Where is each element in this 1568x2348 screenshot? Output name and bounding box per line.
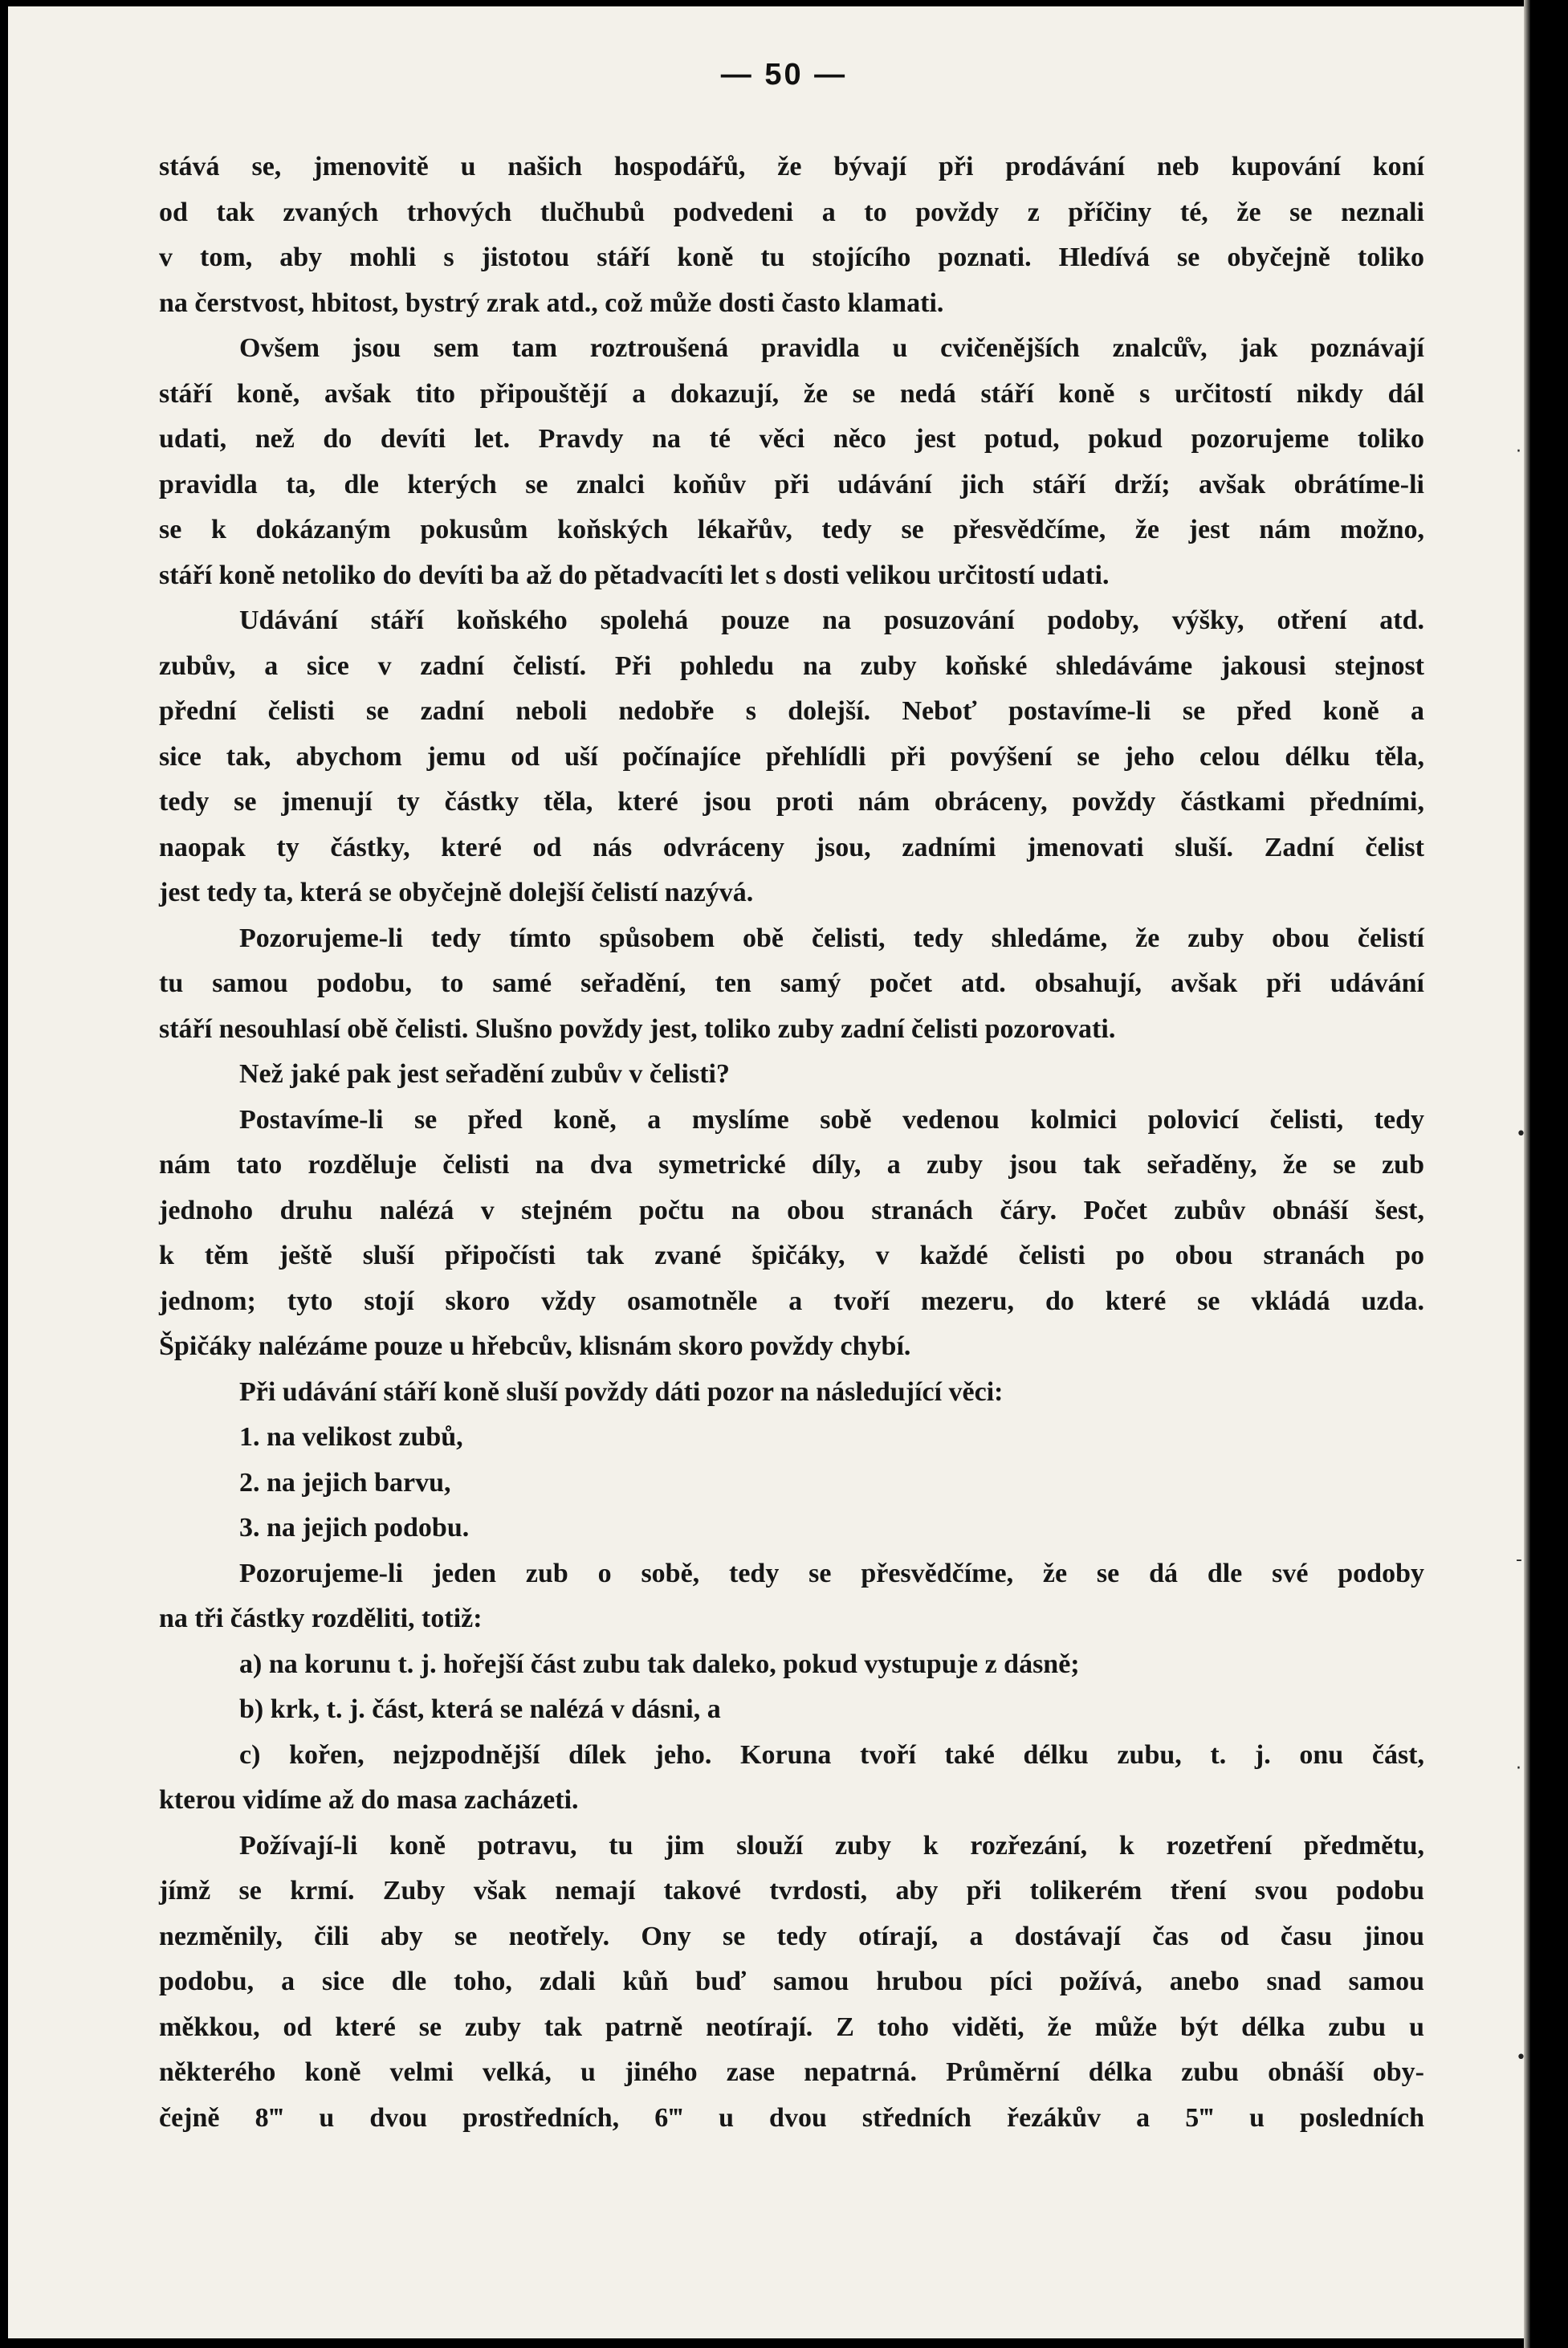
page-number: — 50 —	[720, 58, 848, 92]
text-line: stáří koně netoliko do devíti ba až do pětadvacíti let s dosti velikou určitostí udati.	[159, 560, 1110, 590]
text-line: Postavíme-li se před koně, a myslíme sobě vedenou kolmici polovicí čelisti, tedy	[239, 1104, 1424, 1135]
text-line: 1. na velikost zubů,	[239, 1422, 463, 1452]
text-line: podobu, a sice dle toho, zdali kůň buď samou hrubou píci požívá, anebo snad samou	[159, 1967, 1424, 1996]
text-line: Udávání stáří koňského spolehá pouze na posuzování podoby, výšky, otření atd.	[239, 605, 1424, 635]
text-line: 3. na jejich podobu.	[239, 1513, 470, 1543]
margin-speck: •	[1516, 1124, 1526, 1144]
text-line: měkkou, od které se zuby tak patrně neotírají. Z toho viděti, že může být délka zubu u	[159, 2012, 1424, 2042]
margin-speck: •	[1516, 2048, 1526, 2068]
margin-speck: ·	[1516, 442, 1521, 462]
text-line: 2. na jejich barvu,	[239, 1467, 451, 1498]
body-text	[159, 145, 1424, 2141]
text-line: Pozorujeme-li jeden zub o sobě, tedy se přesvědčíme, že se dá dle své podoby	[239, 1558, 1424, 1588]
margin-speck: -	[1516, 1550, 1522, 1570]
text-line: jednom; tyto stojí skoro vždy osamotněle a tvoří mezeru, do které se vkládá uzda.	[159, 1286, 1424, 1316]
text-line: jest tedy ta, která se obyčejně dolejší čelistí nazývá.	[159, 878, 754, 907]
text-line: zubův, a sice v zadní čelistí. Při pohledu na zuby koňské shledáváme jakousi stejnost	[159, 650, 1424, 681]
text-line: kterou vidíme až do masa zacházeti.	[159, 1785, 579, 1815]
text-line: tu samou podobu, to samé seřadění, ten samý počet atd. obsahují, avšak při udávání	[159, 968, 1424, 998]
text-line: Než jaké pak jest seřadění zubův v čelisti?	[239, 1059, 731, 1089]
text-line: jímž se krmí. Zuby však nemají takové tvrdosti, aby při tolikerém tření svou podobu	[159, 1876, 1424, 1906]
text-line: a) na korunu t. j. hořejší část zubu tak daleko, pokud vystupuje z dásně;	[239, 1649, 1080, 1679]
text-line: sice tak, abychom jemu od uší počínajíce přehlídli při povýšení se jeho celou délku těla,	[159, 741, 1424, 772]
text-line: b) krk, t. j. část, která se nalézá v dásni, a	[239, 1694, 721, 1724]
margin-speck: ·	[1516, 1759, 1521, 1779]
text-line: stáří koně, avšak tito připouštějí a dokazují, že se nedá stáří koně s určitostí nikdy dál	[159, 378, 1424, 409]
text-line: některého koně velmi velká, u jiného zase nepatrná. Průměrní délka zubu obnáší oby-	[159, 2057, 1424, 2087]
text-line: jednoho druhu nalézá v stejném počtu na obou stranách čáry. Počet zubův obnáší šest,	[159, 1195, 1424, 1225]
text-line: k těm ještě sluší připočísti tak zvané špičáky, v každé čelisti po obou stranách po	[159, 1241, 1424, 1270]
text-line: Pozorujeme-li tedy tímto spůsobem obě čelisti, tedy shledáme, že zuby obou čelistí	[239, 923, 1424, 953]
text-line: pravidla ta, dle kterých se znalci koňův při udávání jich stáří drží; avšak obrátíme-li	[159, 469, 1424, 499]
text-line: se k dokázaným pokusům koňských lékařův, tedy se přesvědčíme, že jest nám možno,	[159, 515, 1424, 544]
text-line: Špičáky nalézáme pouze u hřebcův, klisnám skoro povždy chybí.	[159, 1331, 911, 1361]
text-line: na čerstvost, hbitost, bystrý zrak atd., což může dosti často klamati.	[159, 287, 944, 318]
text-line: stává se, jmenovitě u našich hospodářů, že bývají při prodávání neb kupování koní	[159, 152, 1424, 181]
text-line: Ovšem jsou sem tam roztroušená pravidla u cvičenějších znalců̊v, jak poznávají	[239, 333, 1424, 363]
text-line: c) kořen, nejzpodnější dílek jeho. Koruna tvoří také délku zubu, t. j. onu část,	[239, 1739, 1424, 1770]
text-line: nezměnily, čili aby se neotřely. Ony se tedy otírají, a dostávají čas od času jinou	[159, 1921, 1424, 1951]
text-line: Požívají-li koně potravu, tu jim slouží zuby k rozřezání, k rozetření předmětu,	[239, 1830, 1424, 1861]
text-line: nám tato rozděluje čelisti na dva symetrické díly, a zuby jsou tak seřaděny, že se zub	[159, 1150, 1424, 1180]
text-line: v tom, aby mohli s jistotou stáří koně tu stojícího poznati. Hledívá se obyčejně toliko	[159, 243, 1424, 272]
text-line: udati, než do devíti let. Pravdy na té věci něco jest potud, pokud pozorujeme toliko	[159, 424, 1424, 454]
text-line: čejně 8‴ u dvou prostředních, 6‴ u dvou středních řezákův a 5‴ u posledních	[159, 2102, 1424, 2133]
text-line: stáří nesouhlasí obě čelisti. Slušno povždy jest, toliko zuby zadní čelisti pozorovati.	[159, 1013, 1116, 1044]
text-line: Při udávání stáří koně sluší povždy dáti pozor na následující věci:	[239, 1376, 1004, 1407]
page-edge-shadow	[1524, 0, 1530, 2348]
text-line: přední čelisti se zadní neboli nedobře s dolejší. Neboť postavíme-li se před koně a	[159, 696, 1424, 726]
text-line: tedy se jmenují ty částky těla, které jsou proti nám obráceny, povždy částkami předními,	[159, 787, 1424, 817]
text-line: od tak zvaných trhových tlučhubů podvedeni a to povždy z příčiny té, že se neznali	[159, 197, 1424, 227]
text-line: naopak ty částky, které od nás odvráceny jsou, zadními jmenovati sluší. Zadní čelist	[159, 832, 1424, 862]
text-line: na tři částky rozděliti, totiž:	[159, 1604, 483, 1633]
